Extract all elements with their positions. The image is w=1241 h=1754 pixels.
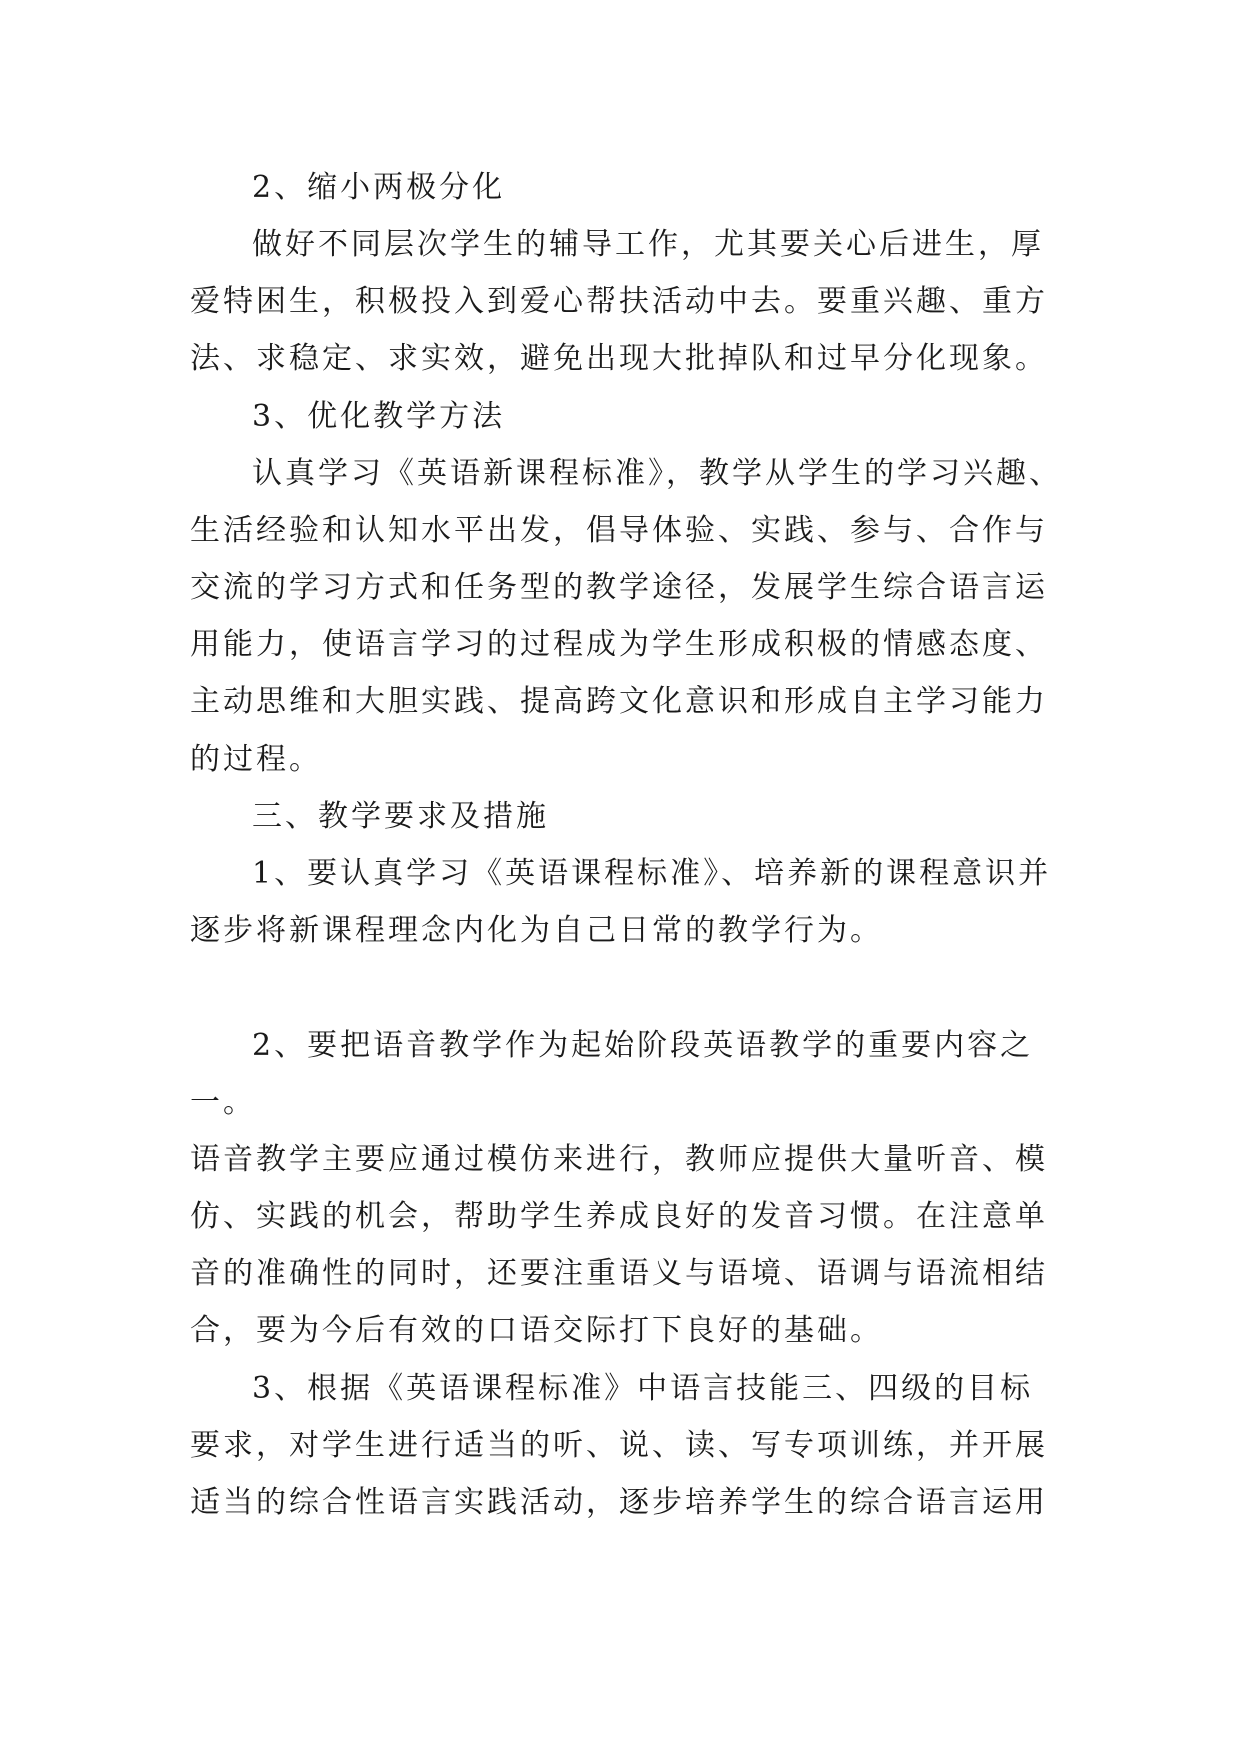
paragraph-line: 爱特困生，积极投入到爱心帮扶活动中去。要重兴趣、重方 (190, 284, 1048, 319)
paragraph-line: 适当的综合性语言实践活动，逐步培养学生的综合语言运用 (190, 1485, 1048, 1520)
paragraph-line: 法、求稳定、求实效，避免出现大批掉队和过早分化现象。 (190, 341, 1048, 376)
paragraph-line: 主动思维和大胆实践、提高跨文化意识和形成自主学习能力 (190, 684, 1048, 719)
paragraph-line: 认真学习《英语新课程标准》，教学从学生的学习兴趣、 (252, 456, 1062, 491)
paragraph-line: 3、根据《英语课程标准》中语言技能三、四级的目标 (252, 1371, 1034, 1406)
paragraph-line: 2、要把语音教学作为起始阶段英语教学的重要内容之 (252, 1028, 1034, 1063)
paragraph-line: 用能力，使语言学习的过程成为学生形成积极的情感态度、 (190, 627, 1048, 662)
section-heading: 三、教学要求及措施 (252, 799, 549, 834)
heading-optimize-methods: 3、优化教学方法 (252, 399, 506, 434)
paragraph-line: 生活经验和认知水平出发，倡导体验、实践、参与、合作与 (190, 513, 1048, 548)
paragraph-line: 仿、实践的机会，帮助学生养成良好的发音习惯。在注意单 (190, 1199, 1048, 1234)
paragraph-line: 要求，对学生进行适当的听、说、读、写专项训练，并开展 (190, 1428, 1048, 1463)
paragraph-line: 一。 (190, 1085, 256, 1120)
paragraph-line: 语音教学主要应通过模仿来进行，教师应提供大量听音、模 (190, 1142, 1048, 1177)
paragraph-line: 的过程。 (190, 742, 322, 777)
paragraph-line: 逐步将新课程理念内化为自己日常的教学行为。 (190, 913, 883, 948)
paragraph-line: 做好不同层次学生的辅导工作，尤其要关心后进生，厚 (252, 227, 1044, 262)
paragraph-line: 合，要为今后有效的口语交际打下良好的基础。 (190, 1313, 883, 1348)
paragraph-line: 交流的学习方式和任务型的教学途径，发展学生综合语言运 (190, 570, 1048, 605)
paragraph-line: 音的准确性的同时，还要注重语义与语境、语调与语流相结 (190, 1256, 1048, 1291)
paragraph-line: 1、要认真学习《英语课程标准》、培养新的课程意识并 (252, 856, 1052, 891)
heading-narrow-polarization: 2、缩小两极分化 (252, 170, 506, 205)
